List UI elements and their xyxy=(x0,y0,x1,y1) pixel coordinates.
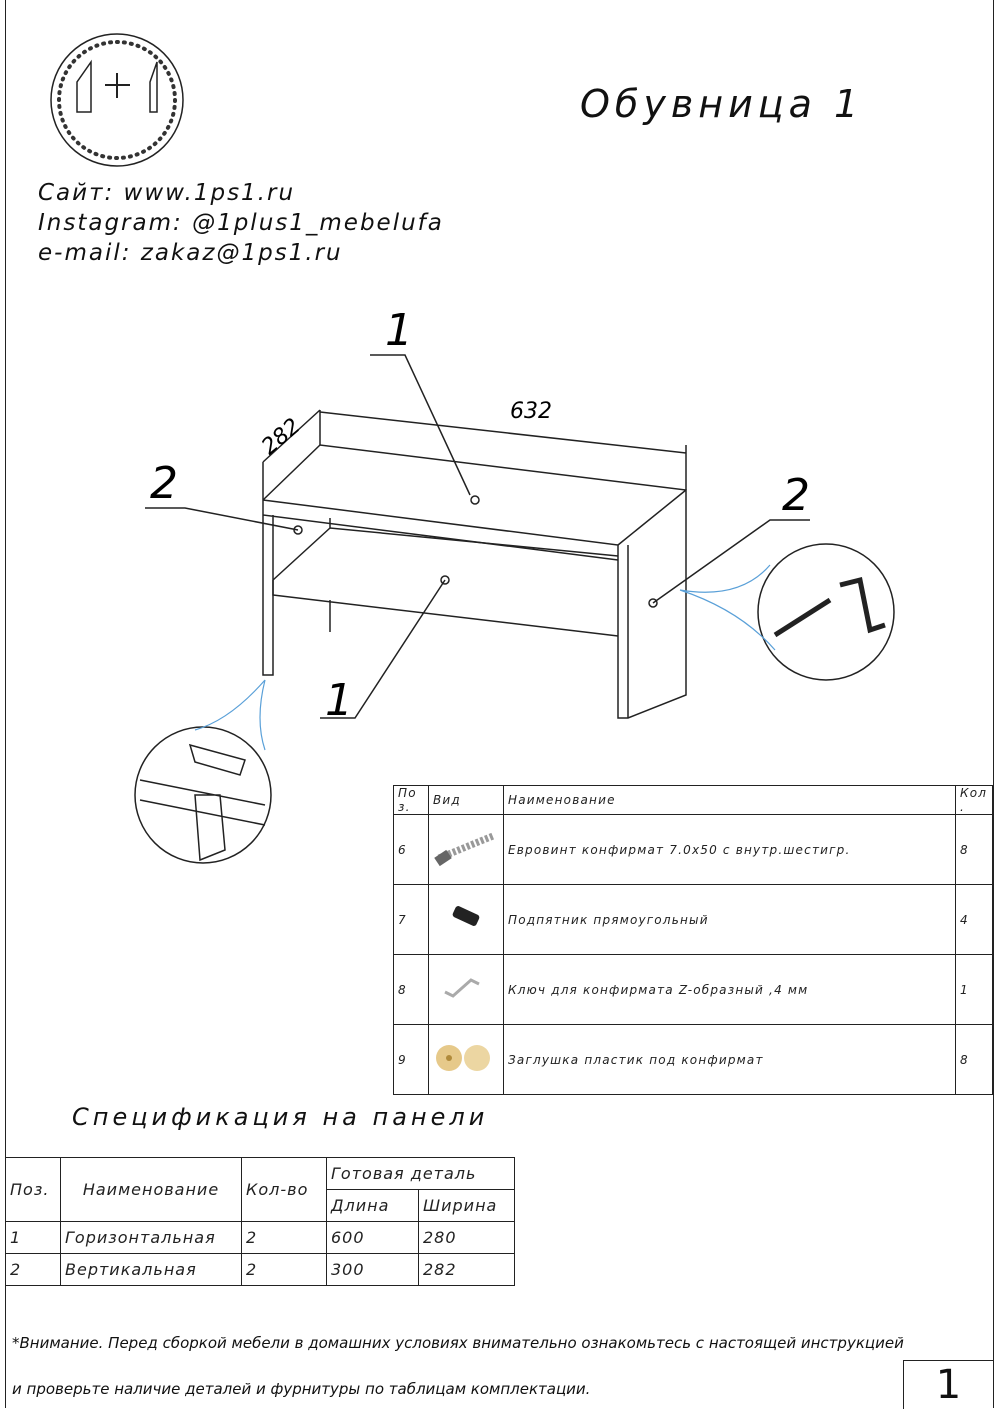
header-view: Вид xyxy=(429,786,504,815)
table-row xyxy=(394,955,993,1025)
note-line-2: и проверьте наличие деталей и фурнитуры по таблицам комплектации. xyxy=(12,1380,591,1398)
header-qty: Кол. xyxy=(956,786,993,815)
panel-spec-title: Спецификация на панели xyxy=(72,1103,489,1131)
qty: 2 xyxy=(242,1222,327,1254)
dim-width: 632 xyxy=(510,399,552,424)
table-row xyxy=(394,815,993,885)
name: Вертикальная xyxy=(61,1254,242,1286)
hex-key-icon xyxy=(429,955,504,1025)
qty: 8 xyxy=(956,815,993,885)
callout-1-bottom: 1 xyxy=(325,675,353,726)
logo xyxy=(51,34,183,166)
pos: 9 xyxy=(394,1025,429,1095)
callout-1-top: 1 xyxy=(385,305,413,356)
name: Подпятник прямоугольный xyxy=(504,885,956,955)
name: Заглушка пластик под конфирмат xyxy=(504,1025,956,1095)
header-name: Наименование xyxy=(504,786,956,815)
qty: 1 xyxy=(956,955,993,1025)
page-number: 1 xyxy=(903,1360,993,1409)
length: 600 xyxy=(327,1222,419,1254)
table-row xyxy=(6,1222,515,1254)
contact-site: Сайт: www.1ps1.ru xyxy=(38,180,296,206)
page-title: Обувница 1 xyxy=(580,82,864,126)
contacts xyxy=(38,178,444,268)
qty: 4 xyxy=(956,885,993,955)
table-row xyxy=(6,1254,515,1286)
header-pos: Поз. xyxy=(6,1158,61,1222)
callout-2-right: 2 xyxy=(782,470,810,521)
dim-depth: 282 xyxy=(257,413,306,460)
header-width: Ширина xyxy=(419,1190,515,1222)
width: 282 xyxy=(419,1254,515,1286)
name: Горизонтальная xyxy=(61,1222,242,1254)
foot-pad-icon xyxy=(429,885,504,955)
header-finished: Готовая деталь xyxy=(327,1158,515,1190)
contact-email: e-mail: zakaz@1ps1.ru xyxy=(38,240,343,266)
name: Ключ для конфирмата Z-образный ,4 мм xyxy=(504,955,956,1025)
callout-2-left: 2 xyxy=(150,458,178,509)
pos: 7 xyxy=(394,885,429,955)
panel-spec-table xyxy=(5,1157,515,1286)
header-name: Наименование xyxy=(61,1158,242,1222)
contact-instagram: Instagram: @1plus1_mebelufa xyxy=(38,210,444,236)
width: 280 xyxy=(419,1222,515,1254)
cap-icon xyxy=(429,1025,504,1095)
name: Евровинт конфирмат 7.0x50 с внутр.шестигр. xyxy=(504,815,956,885)
hardware-table xyxy=(393,785,993,1095)
header-length: Длина xyxy=(327,1190,419,1222)
note-line-1: *Внимание. Перед сборкой мебели в домашних условиях внимательно ознакомьтесь с настоящей инструкцией xyxy=(12,1334,904,1352)
screw-icon xyxy=(429,815,504,885)
table-row xyxy=(394,1025,993,1095)
qty: 8 xyxy=(956,1025,993,1095)
warning-note xyxy=(12,1320,904,1412)
pos: 2 xyxy=(6,1254,61,1286)
pos: 6 xyxy=(394,815,429,885)
pos: 1 xyxy=(6,1222,61,1254)
header-qty: Кол-во xyxy=(242,1158,327,1222)
pos: 8 xyxy=(394,955,429,1025)
length: 300 xyxy=(327,1254,419,1286)
table-row xyxy=(394,885,993,955)
header-pos: Поз. xyxy=(394,786,429,815)
qty: 2 xyxy=(242,1254,327,1286)
